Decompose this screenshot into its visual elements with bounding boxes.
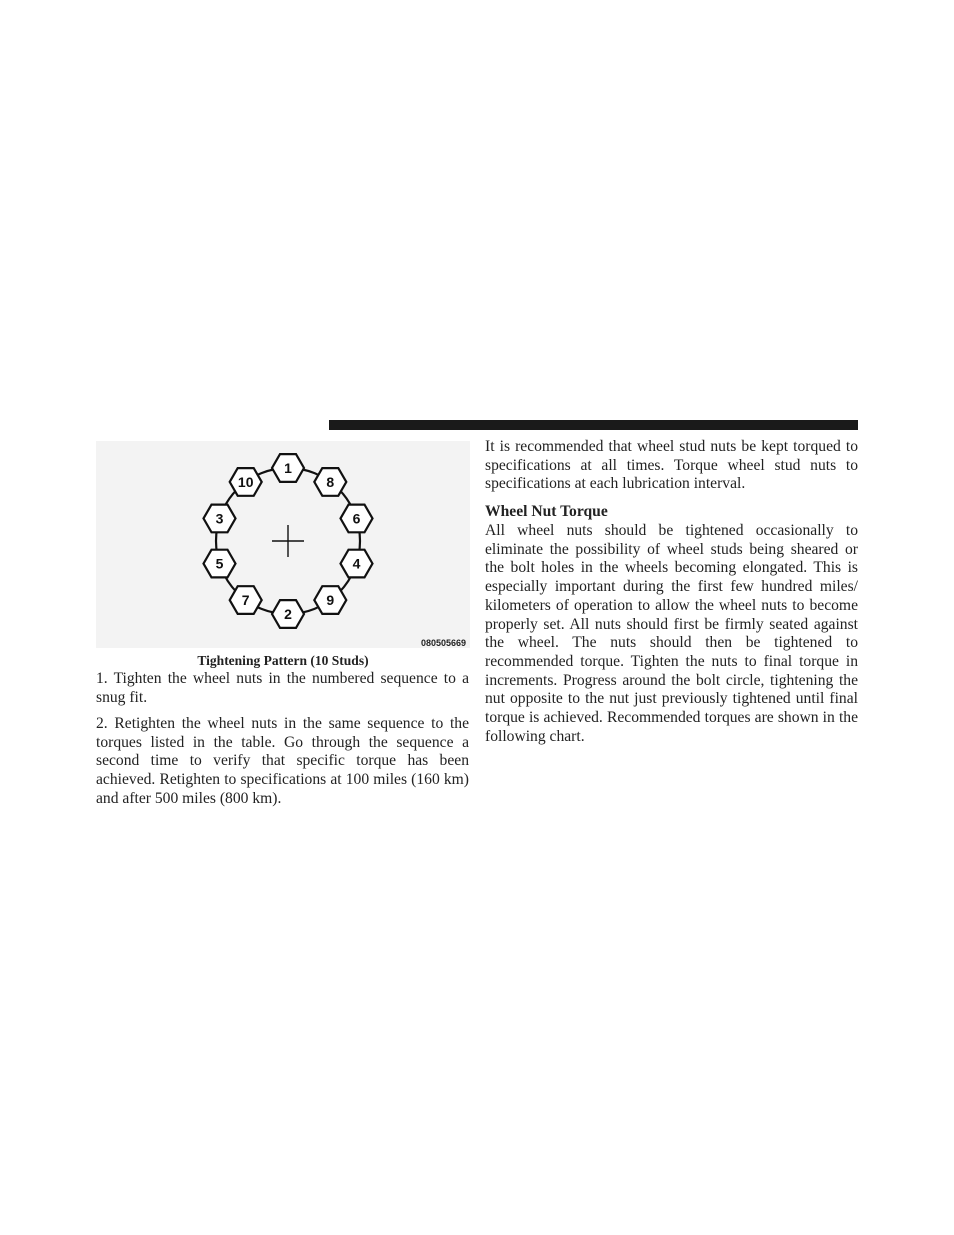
tightening-pattern-figure <box>96 441 470 648</box>
wheel-nut-2 <box>272 600 304 628</box>
figure-caption: Tightening Pattern (10 Studs) <box>197 653 369 668</box>
wheel-nut-label: 6 <box>352 510 361 527</box>
wheel-nut-4 <box>341 550 373 578</box>
wheel-nut-6 <box>341 505 373 533</box>
wheel-nut-label: 2 <box>284 606 292 622</box>
wheel-nut-10 <box>230 468 262 496</box>
step-2-paragraph: 2. Retighten the wheel nuts in the same sequence to the torques listed in the table. Go through the sequence a second time to verify that specific torque has been achieved. Retighten to specifications at 100 miles (160 km) and after 500 miles (800 km). <box>96 715 469 807</box>
intro-paragraph: It is recommended that wheel stud nuts be kept torqued to specifications at all times. Torque wheel stud nuts to specifications at each lubrication interval. <box>485 438 858 493</box>
header-rule <box>329 420 858 430</box>
wheel-nut-3 <box>204 505 236 533</box>
wheel-nut-label: 4 <box>352 555 361 572</box>
wheel-nut-label: 1 <box>284 460 292 476</box>
wheel-nut-9 <box>314 586 346 614</box>
figure-code: 080505669 <box>420 638 466 648</box>
wheel-nut-label: 3 <box>215 510 224 527</box>
center-crosshair <box>272 525 304 557</box>
section-body: All wheel nuts should be tightened occasionally to eliminate the possibility of wheel studs being sheared or the bolt holes in the wheels becoming elongated. This is especially important during the first few hundred miles/ kilometers of operation to allow the wheel nuts to become properly set. All nuts should first be firmly seated against the wheel. The nuts should then be tightened to recommended torque. Tighten the nuts to final torque in increments. Progress around the bolt circle, tightening the nut opposite to the nut just previously tightened until final torque is achieved. Recommended torques are shown in the following chart. <box>485 522 858 745</box>
wheel-nut-label: 9 <box>326 592 335 609</box>
wheel-nut-label: 8 <box>326 473 335 490</box>
wheel-nut-label: 10 <box>237 473 254 490</box>
bolt-circle-diagram <box>96 441 470 648</box>
wheel-nut-5 <box>204 550 236 578</box>
wheel-nut-7 <box>230 586 262 614</box>
wheel-nut-8 <box>314 468 346 496</box>
section-heading: Wheel Nut Torque <box>485 503 608 520</box>
wheel-nut-label: 5 <box>215 555 224 572</box>
step-1-paragraph: 1. Tighten the wheel nuts in the numbered sequence to a snug fit. <box>96 670 469 706</box>
wheel-nut-1 <box>272 454 304 482</box>
wheel-nut-label: 7 <box>241 592 250 609</box>
